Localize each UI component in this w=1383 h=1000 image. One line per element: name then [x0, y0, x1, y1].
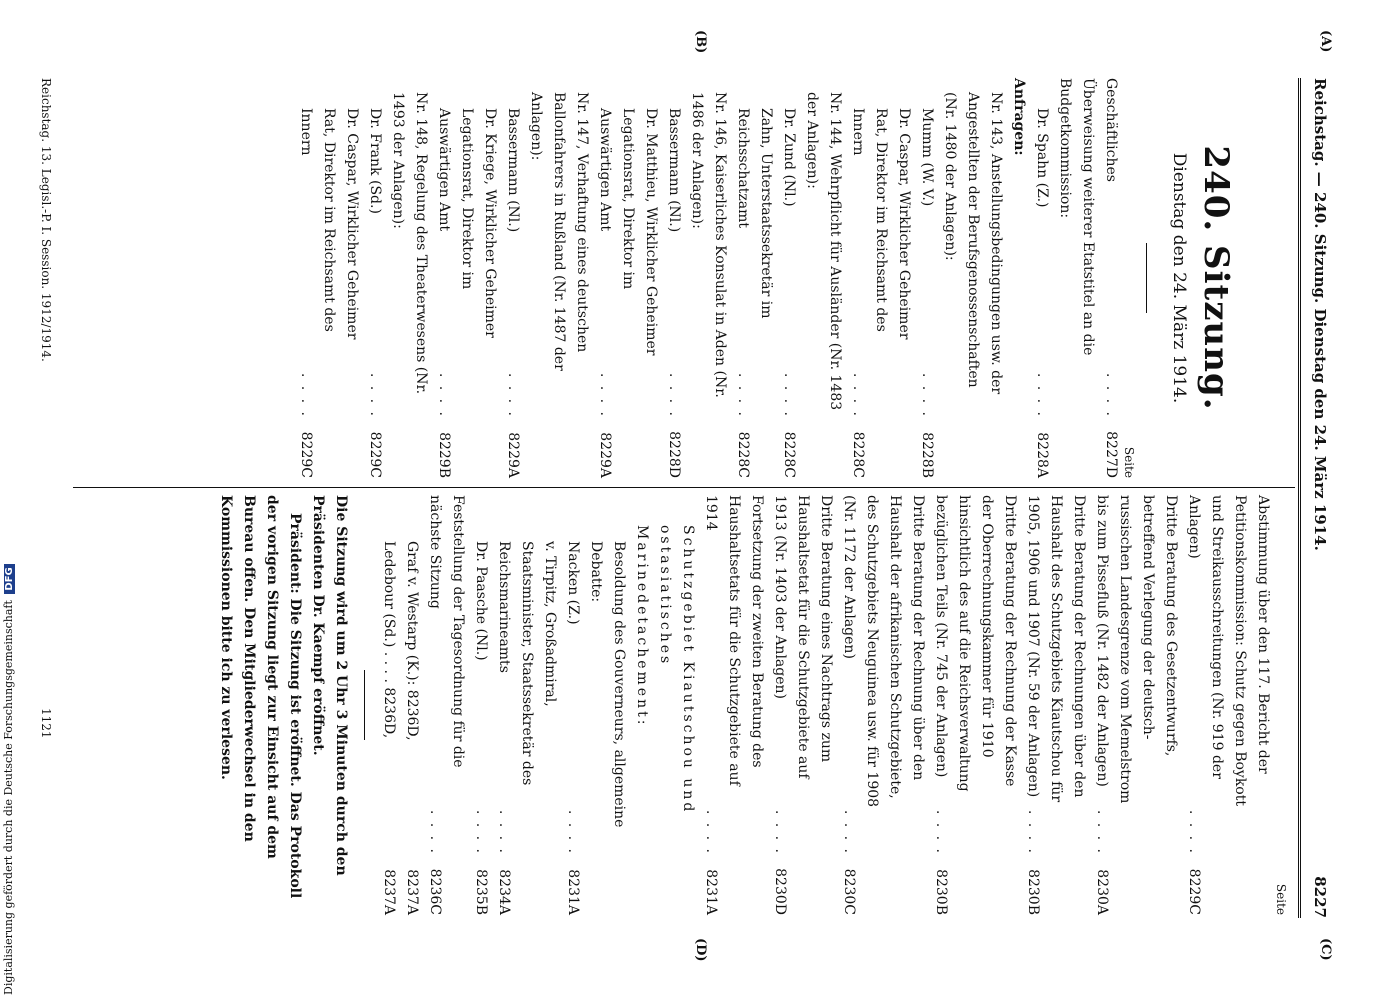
right-entry-text: Dritte Beratung der Rechnungen über den Haushalt des Schutzgebiets Kiautschou für 1905, 1906 und 1907 (Nr. 59 der Anlagen) [1025, 495, 1087, 803]
left-entry [777, 78, 800, 478]
left-entry-text: Mumm (W. V.) [919, 108, 935, 207]
right-entry [492, 495, 561, 915]
right-entry-page: 8237A [404, 869, 420, 915]
left-entry-text: Dr. Spahn (Z.) [1034, 108, 1050, 208]
right-entry-text: Schutzgebiet Kiautschou und ostasiatisches Marinedetachement: [634, 525, 696, 815]
leader-dots: . . . . [565, 809, 581, 855]
left-entry-text: Dr. Frank (Sd.) [367, 108, 383, 214]
right-entry-page: 8229C [1186, 868, 1202, 915]
left-entry [501, 78, 524, 478]
right-entry-text: Besoldung des Gouverneurs, allgemeine Debatte: [588, 541, 627, 828]
opening-statement: Die Sitzung wird um 2 Uhr 3 Minuten durch den Präsidenten Dr. Kaempf eröffnet. [310, 495, 349, 876]
left-entry [524, 78, 593, 478]
left-entry-text: Nr. 144, Wehrpflicht für Ausländer (Nr. 1483 der Anlagen): [804, 92, 843, 411]
leader-dots: . . . . [919, 372, 935, 418]
leader-dots: . . . . [781, 372, 797, 418]
leader-dots: . . . . [1186, 809, 1202, 855]
right-entry-page: 8230C [841, 868, 857, 915]
right-entry [377, 495, 400, 915]
right-entry [929, 495, 1021, 915]
left-entry-page: 8227D [1103, 431, 1119, 478]
dfg-logo: DFG [4, 564, 15, 593]
leader-dots: . . . . [597, 372, 613, 418]
leader-dots: . . . . [473, 809, 489, 855]
leader-dots: . . . . [1034, 372, 1050, 418]
right-entry-text: Ledebour (Sd.) . . . . 8236D, [381, 541, 397, 739]
right-entry [423, 495, 469, 915]
session-title: 240. Sitzung. [1196, 145, 1236, 411]
leader-dots: . . . . [772, 809, 788, 855]
leader-dots: . . . . [735, 372, 751, 418]
right-entry [768, 495, 837, 915]
left-column [294, 78, 1288, 478]
right-entry-text: Dr. Paasche (Nl.) [473, 541, 489, 661]
leader-dots: . . . . [850, 372, 866, 418]
margin-marker-c: (C) [1318, 938, 1333, 961]
right-entry [561, 495, 584, 915]
left-entry-text: Nr. 147, Verhaftung eines deutschen Ballonfahrers in Rußland (Nr. 1487 der Anlagen): [528, 92, 590, 371]
left-entry-text: Nr. 146, Kaiserliches Konsulat in Aden (Nr. 1486 der Anlagen): [689, 92, 728, 398]
right-entry-text: v. Tirpitz, Großadmiral, Staatsminister, Staatssekretär des Reichsmarineamts [496, 541, 558, 786]
page-footer [39, 78, 53, 918]
digitization-text: Digitalisierung gefördert durch die Deutsche Forschungsgemeinschaft [2, 600, 15, 995]
leader-dots: . . . . [496, 809, 512, 855]
left-entry-text: Dr. Caspar, Wirklicher Geheimer Rat, Direktor im Reichsamt des Innern [850, 108, 912, 340]
right-entry-page: 8230B [933, 869, 949, 915]
right-column [214, 495, 1288, 915]
leader-dots: . . . . [1103, 372, 1119, 418]
left-entry-page: 8229C [367, 431, 383, 478]
left-entry [662, 78, 685, 478]
right-entry-page: 8231A [565, 869, 581, 915]
left-entry-text: Nr. 148, Regelung des Theaterwesens (Nr. 1493 der Anlagen): [390, 92, 429, 395]
leader-dots: . . . . [666, 372, 682, 418]
leader-dots: . . . . [505, 372, 521, 418]
right-entry-page: 8235B [473, 869, 489, 915]
left-entry-text: Zahn, Unterstaatssekretär im Reichsschatzamt [735, 108, 774, 319]
left-entry-text: Dr. Kriege, Wirklicher Geheimer Legationsrat, Direktor im Auswärtigen Amt [436, 108, 498, 338]
left-entry [1099, 78, 1122, 478]
right-entry [630, 495, 699, 915]
header-page-number: 8227 [1311, 876, 1329, 918]
left-entry-page: 8229B [436, 432, 452, 478]
right-entry [400, 495, 423, 915]
left-entry [800, 78, 846, 478]
left-entry [432, 78, 501, 478]
leader-dots: . . . . [436, 372, 452, 418]
seite-label-right: Seite [1274, 883, 1288, 915]
left-entry [1030, 78, 1053, 478]
right-entry-page: 8231A [703, 869, 719, 915]
right-entry-page: 8230A [1094, 869, 1110, 915]
right-entry [1182, 495, 1274, 915]
leader-dots: . . . . [298, 372, 314, 418]
footer-page-number: 1121 [39, 708, 53, 739]
left-entry-text: Anfragen: [1011, 78, 1027, 156]
left-entry-page: 8228B [919, 432, 935, 478]
header-title: Reichstag. — 240. Sitzung. Dienstag den 24. März 1914. [1311, 78, 1329, 551]
president-paragraph: Präsident: Die Sitzung ist eröffnet. Das Protokoll der vorigen Sitzung liegt zur Einsicht auf dem Bureau offen. Den Mitgliederwechsel in den Kommissionen bitte ich zu verlesen. [218, 495, 303, 899]
leader-dots: . . . . [1094, 809, 1110, 855]
left-entry [1053, 78, 1099, 478]
right-entry-text: Dritte Beratung eines Nachtrags zum Haushaltsetat für die Schutzgebiete auf 1913 (Nr. 1403 der Anlagen) [772, 495, 834, 779]
left-entry-text: Dr. Caspar, Wirklicher Geheimer Rat, Direktor im Reichsamt des Innern [298, 108, 360, 340]
right-entry-page: 8230D [772, 868, 788, 915]
left-entry-text: Nr. 143, Anstellungsbedingungen usw. der Angestellten der Berufsgenossenschaften (Nr. 1480 der Anlagen): [942, 92, 1004, 395]
margin-marker-b: (B) [693, 30, 708, 54]
right-entry-page: 8234A [496, 869, 512, 915]
left-entry-text: Geschäftliches [1103, 78, 1119, 182]
right-entry [1090, 495, 1182, 915]
left-entry-page: 8229C [298, 431, 314, 478]
left-entry-page: 8228C [850, 431, 866, 478]
agenda-list-left [294, 78, 1122, 478]
left-entry-text: Dr. Zund (Nl.) [781, 108, 797, 207]
margin-marker-a: (A) [1318, 30, 1333, 53]
right-entry [837, 495, 929, 915]
left-entry-page: 8229A [597, 432, 613, 478]
digitization-note [2, 10, 15, 995]
right-entry-page: 8230B [1025, 869, 1041, 915]
left-entry [363, 78, 386, 478]
right-entry [469, 495, 492, 915]
running-header [1305, 78, 1329, 918]
left-entry-text: Bassermann (Nl.) [666, 108, 682, 233]
leader-dots: . . . . [1025, 809, 1041, 855]
left-entry [846, 78, 915, 478]
right-entry [699, 495, 768, 915]
right-entry-text: Abstimmung über den 117. Bericht der Petitionskommission: Schutz gegen Boykott und Streikausschreitungen (Nr. 919 der Anlagen) [1186, 495, 1271, 806]
right-entry-text: Feststellung der Tagesordnung für die nächste Sitzung [427, 495, 466, 768]
margin-marker-d: (D) [693, 938, 708, 962]
session-date: Dienstag den 24. März 1914. [1169, 152, 1189, 404]
right-entry [1021, 495, 1090, 915]
left-entry-page: 8228D [666, 431, 682, 478]
header-rule [1298, 78, 1301, 918]
left-entry [386, 78, 432, 478]
right-entry-text: Graf v. Westarp (K.): 8236D, [404, 541, 420, 741]
left-entry [685, 78, 731, 478]
right-entry [584, 495, 630, 915]
leader-dots: . . . . [841, 809, 857, 855]
left-entry-page: 8228A [1034, 432, 1050, 478]
footer-session-info: Reichstag. 13. Legisl.-P. I. Session. 1912/1914. [39, 78, 53, 362]
right-entry-text: Dritte Beratung des Gesetzentwurfs, betreffend Verlegung der deutsch-russischen Landesgrenze vom Memelstrom bis zum Pissefluß (Nr. 1482 der Anlagen) [1094, 495, 1179, 804]
left-entry-text: Dr. Matthieu, Wirklicher Geheimer Legationsrat, Direktor im Auswärtigen Amt [597, 108, 659, 356]
leader-dots: . . . . [703, 809, 719, 855]
leader-dots: . . . . [933, 809, 949, 855]
left-entry [294, 78, 363, 478]
left-entry [915, 78, 938, 478]
left-entry [938, 78, 1007, 478]
leader-dots: . . . . [367, 372, 383, 418]
seite-label: Seite [1122, 446, 1136, 478]
left-entry-page: 8228C [781, 431, 797, 478]
right-entry-page: 8237A [381, 869, 397, 915]
left-entry-text: Bassermann (Nl.) [505, 108, 521, 233]
right-entry-text: Nacken (Z.) [565, 541, 581, 625]
right-entry-page: 8236C [427, 868, 443, 915]
left-entry [593, 78, 662, 478]
left-entry [731, 78, 777, 478]
left-entry [1007, 78, 1030, 478]
left-entry-text: Überweisung weiterer Etatstitel an die Budgetkommission: [1057, 78, 1096, 356]
title-rule [1146, 243, 1147, 313]
left-entry-page: 8229A [505, 432, 521, 478]
column-divider [73, 487, 1295, 488]
right-entry-text: Fortsetzung der zweiten Beratung des Haushaltsetats für die Schutzgebiete auf 1914 [703, 495, 765, 786]
leader-dots: . . . . [427, 809, 443, 855]
left-entry-page: 8228C [735, 431, 751, 478]
right-entry-text: Dritte Beratung der Rechnung der Kasse der Oberrechnungskammer für 1910 hinsichtlich des auf die Reichsverwaltung bezüglichen Teils (Nr. 745 der Anlagen) [933, 495, 1018, 792]
right-entry-text: Dritte Beratung der Rechnung über den Haushalt der afrikanischen Schutzgebiete, des Schutzgebiets Neuguinea usw. für 1908 (Nr. 1172 der Anlagen) [841, 495, 926, 808]
section-rule [364, 670, 365, 740]
agenda-list-right [377, 495, 1274, 915]
